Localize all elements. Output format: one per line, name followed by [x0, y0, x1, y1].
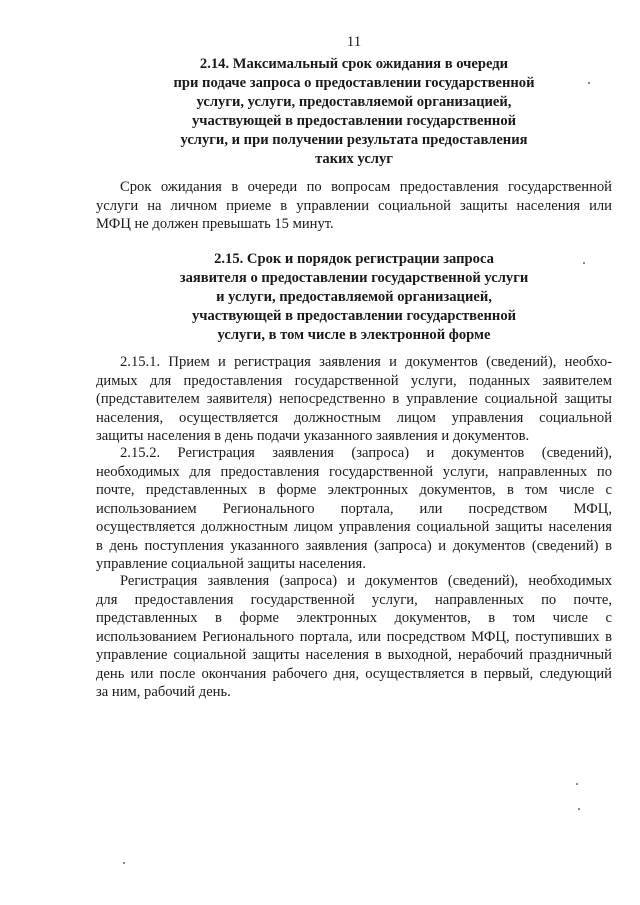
title-line: таких услуг: [315, 151, 393, 167]
text-line: димых для предоставления государственной услуги, поданных заявителем: [96, 372, 612, 389]
queue-wait-paragraph: [96, 178, 612, 234]
title-line: услуги, и при получении результата предоставления: [180, 132, 528, 148]
text-line: защиты населения в день подачи указанного заявления и документов.: [96, 428, 530, 444]
text-line: Регистрация заявления (запроса) и документов (сведений), необходимых: [120, 573, 612, 589]
text-line: представленных в форме электронных документов, в том числе с: [96, 610, 612, 626]
text-line: для предоставления государственной услуги, направленных по почте,: [96, 591, 612, 608]
text-line: 2.15.2. Регистрация заявления (запроса) и документов (сведений),: [120, 445, 612, 461]
text-line: услуги на личном приеме в управлении социальной защиты населения или: [96, 197, 612, 214]
text-line: использованием Регионального портала, или посредством МФЦ,: [96, 500, 612, 517]
title-line: участвующей в предоставлении государственной: [191, 308, 517, 324]
text-line: в день поступления указанного заявления (запроса) и документов (сведений) в: [96, 537, 612, 554]
page-number: 11: [346, 34, 362, 50]
section-2-14-title: [96, 55, 612, 169]
text-line: МФЦ не должен превышать 15 минут.: [96, 216, 334, 232]
text-line: (представителем заявителя) непосредственно в управление социальной защиты: [96, 391, 612, 407]
title-line: 2.14. Максимальный срок ожидания в очереди: [199, 56, 509, 72]
scan-speck: [578, 808, 580, 810]
text-line: почте, представленных в форме электронных документов, в том числе с: [96, 482, 612, 498]
off-hours-registration-paragraph: [96, 572, 612, 702]
text-line: управление социальной защиты населения.: [96, 556, 366, 572]
text-line: осуществляется должностным лицом управления социальной защиты населения: [96, 519, 612, 535]
clause-2-15-1-paragraph: [96, 353, 612, 446]
title-line: и услуги, предоставляемой организацией,: [216, 289, 492, 305]
scan-speck: [123, 862, 125, 864]
scan-speck: [588, 82, 590, 84]
document-page: [96, 0, 612, 905]
title-line: заявителя о предоставлении государственной услуги: [179, 270, 529, 286]
text-line: использованием Регионального портала, или посредством МФЦ, поступивших в: [96, 628, 612, 645]
text-line: управление социальной защиты населения в выходной, нерабочий праздничный: [96, 647, 612, 663]
text-line: за ним, рабочий день.: [96, 684, 231, 700]
text-line: 2.15.1. Прием и регистрация заявления и документов (сведений), необхо-: [120, 354, 612, 370]
text-line: день или после окончания рабочего дня, осуществляется в первый, следующий: [96, 665, 612, 682]
title-line: услуги, услуги, предоставляемой организацией,: [196, 94, 512, 110]
title-line: при подаче запроса о предоставлении государственной: [173, 75, 535, 91]
text-line: населения, осуществляется должностным лицом управления социальной: [96, 409, 612, 426]
title-line: услуги, в том числе в электронной форме: [217, 327, 491, 343]
scan-speck: [576, 783, 578, 785]
title-line: участвующей в предоставлении государственной: [191, 113, 517, 129]
scan-speck: [583, 262, 585, 264]
section-2-15-title: [96, 250, 612, 345]
text-line: Срок ожидания в очереди по вопросам предоставления государственной: [120, 179, 612, 195]
title-line: 2.15. Срок и порядок регистрации запроса: [214, 251, 494, 267]
text-line: необходимых для предоставления государственной услуги, направленных по: [96, 463, 612, 480]
clause-2-15-2-paragraph: [96, 444, 612, 574]
